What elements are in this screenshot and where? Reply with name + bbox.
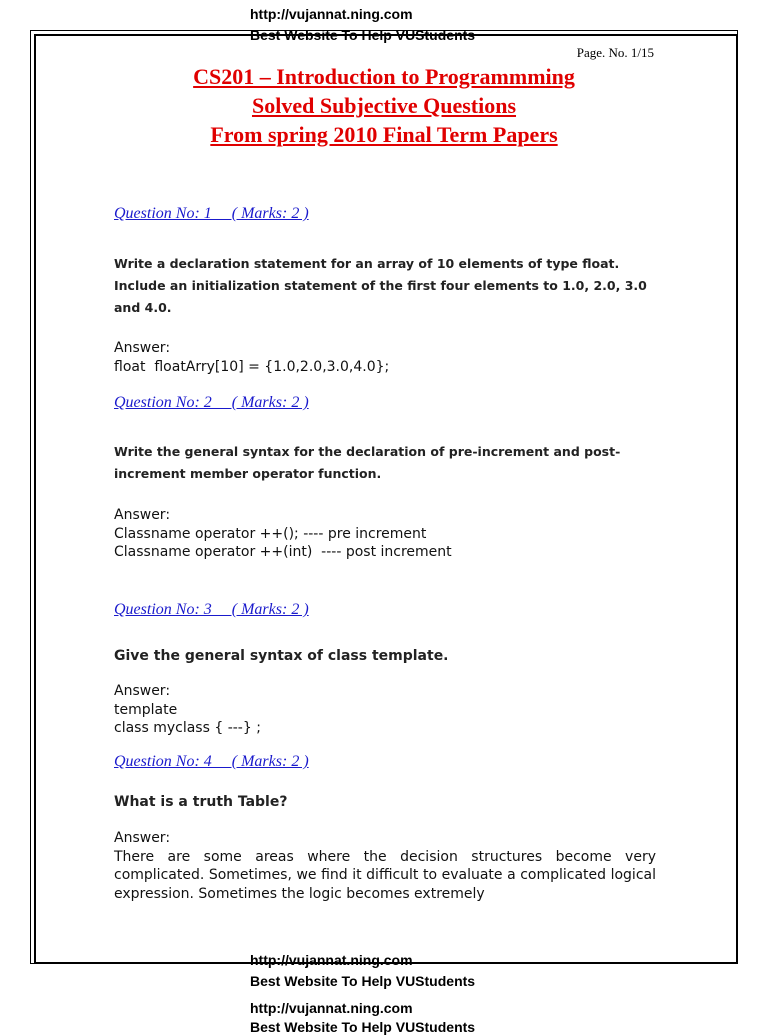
answer-label: Answer: <box>114 683 171 699</box>
header-url[interactable]: http://vujannat.ning.com <box>250 6 413 22</box>
question-2-heading: Question No: 2 ( Marks: 2 ) <box>114 394 309 411</box>
question-2-text: Write the general syntax for the declaration of pre-increment and post-increment member operator function. <box>114 444 621 481</box>
question-4-answer <box>114 829 656 903</box>
title-line-2: Solved Subjective Questions <box>251 93 517 118</box>
answer-paragraph: There are some areas where the decision structures become very complicated. Sometimes, we find it difficult to evaluate a complicated logical expression. Sometimes the logic becomes extremely <box>114 848 656 902</box>
answer-line: template <box>114 701 178 718</box>
question-3-answer <box>114 682 656 738</box>
question-1-heading: Question No: 1 ( Marks: 2 ) <box>114 205 309 222</box>
answer-line: Classname operator ++(); ---- pre increment <box>114 525 427 542</box>
answer-line: Classname operator ++(int) ---- post increment <box>114 544 452 560</box>
question-4-text: What is a truth Table? <box>114 794 288 810</box>
question-3-heading: Question No: 3 ( Marks: 2 ) <box>114 601 309 618</box>
answer-line: float floatArry[10] = {1.0,2.0,3.0,4.0}; <box>114 358 390 375</box>
page-number: Page. No. 1/15 <box>576 45 654 60</box>
page-border-inner <box>34 34 738 964</box>
question-3-text: Give the general syntax of class template. <box>114 648 449 664</box>
answer-label: Answer: <box>114 507 171 523</box>
question-4-heading: Question No: 4 ( Marks: 2 ) <box>114 753 309 770</box>
footer-url[interactable]: http://vujannat.ning.com <box>250 952 413 968</box>
question-2-answer <box>114 506 656 562</box>
answer-line: class myclass { ---} ; <box>114 720 261 736</box>
question-1-answer <box>114 339 656 376</box>
footer-url-2[interactable]: http://vujannat.ning.com <box>250 1000 413 1016</box>
footer-tagline: Best Website To Help VUStudents <box>250 973 476 989</box>
answer-label: Answer: <box>114 830 171 846</box>
question-1-text: Write a declaration statement for an array of 10 elements of type float. Include an initialization statement of the first four elements to 1.0, 2.0, 3.0 and 4.0. <box>114 256 647 315</box>
title-line-1: CS201 – Introduction to Programmming <box>193 64 575 89</box>
header-tagline: Best Website To Help VUStudents <box>250 27 476 43</box>
answer-label: Answer: <box>114 340 171 356</box>
title-line-3: From spring 2010 Final Term Papers <box>210 122 558 147</box>
footer-tagline-2: Best Website To Help VUStudents <box>250 1019 476 1035</box>
